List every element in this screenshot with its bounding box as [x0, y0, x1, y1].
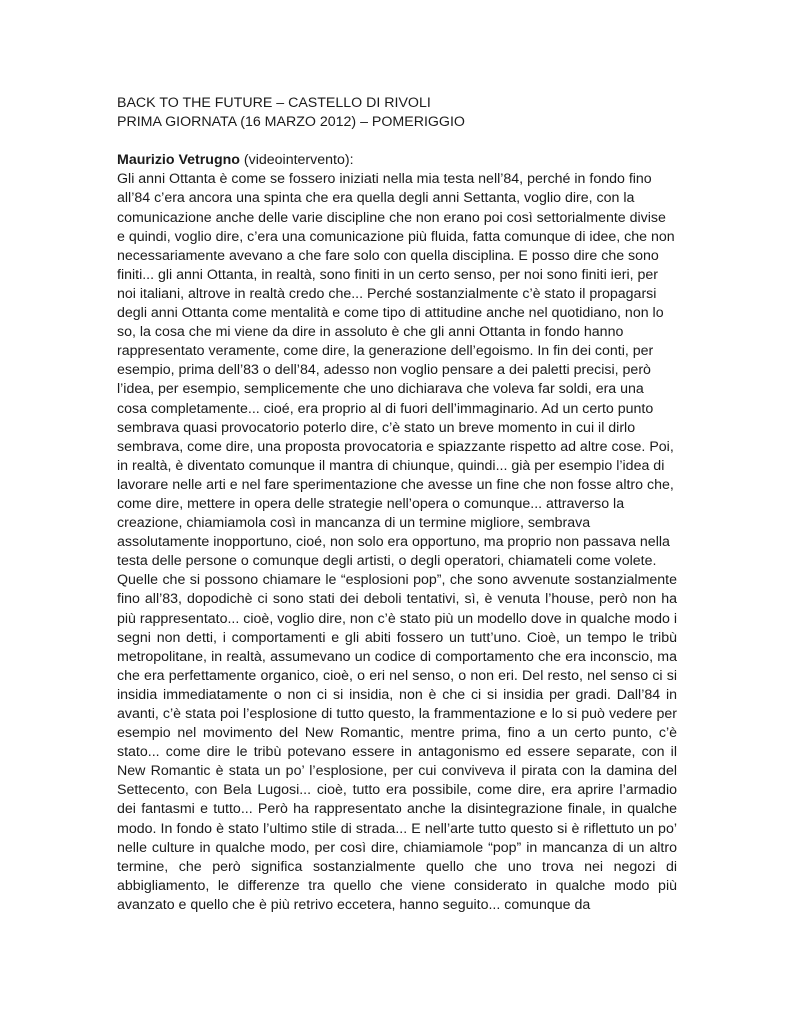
paragraph-2: Quelle che si possono chiamare le “esplosioni pop”, che sono avvenute sostanzialmente fino all’83, dopodichè ci sono stati dei deboli tentativi, sì, è venuta l’house, però non ha più rappresentato... cioè, voglio dire, non c’è stato più un modello dove in qualche modo i segni non detti, i comportamenti e gli abiti fossero un tutt’uno. Cioè, un tempo le tribù metropolitane, in realtà, assumevano un codice di comportamento che era inconscio, ma che era perfettamente organico, cioè, o eri nel senso, o non eri. Del resto, nel senso ci si insidia immediatamente o non ci si insidia, non è che ci si insidia per gradi. Dall’84 in avanti, c’è stata poi l’esplosione di tutto questo, la frammentazione e lo si può vedere per esempio nel movimento del New Romantic, mentre prima, fino a un certo punto, c’è stato... come dire le tribù potevano essere in antagonismo ed essere separate, con il New Romantic è stata un po’ l’esplosione, per cui conviveva il pirata con la damina del Settecento, con Bela Lugosi... cioè, tutto era possibile, come dire, era aprire l’armadio dei fantasmi e tutto... Però ha rappresentato anche la disintegrazione finale, in qualche modo. In fondo è stato l’ultimo stile di strada... E nell’arte tutto questo si è riflettuto un po’ nelle culture in qualche modo, per così dire, chiamiamole “pop” in mancanza di un altro termine, che però significa sostanzialmente quello che uno trova nei negozi di abbigliamento, le differenze tra quello che viene considerato in qualche modo più avanzato e quello che è più retrivo eccetera, hanno seguito... comunque da	[117, 572, 677, 913]
speaker-name: Maurizio Vetrugno	[117, 152, 240, 169]
speaker-note: (videointervento):	[239, 152, 354, 169]
event-title: BACK TO THE FUTURE – CASTELLO DI RIVOLI	[117, 95, 431, 111]
document-page	[117, 94, 677, 915]
speaker-line	[117, 151, 677, 170]
session-subtitle: PRIMA GIORNATA (16 MARZO 2012) – POMERIGGIO	[117, 114, 465, 131]
spacer	[117, 132, 677, 151]
paragraph-1: Gli anni Ottanta è come se fossero iniziati nella mia testa nell’84, perché in fondo fino all’84 c’era ancora una spinta che era quella degli anni Settanta, voglio dire, con la comunicazione anche delle varie discipline che non erano poi così settorialmente divise e quindi, voglio dire, c’era una comunicazione più fluida, fatta comunque di idee, che non necessariamente avevano a che fare solo con quella disciplina. E posso dire che sono finiti... gli anni Ottanta, in realtà, sono finiti in un certo senso, per noi sono finiti ieri, per noi italiani, altrove in realtà credo che... Perché sostanzialmente c’è stato il propagarsi degli anni Ottanta come mentalità e come tipo di attitudine anche nel quotidiano, non lo so, la cosa che mi viene da dire in assoluto è che gli anni Ottanta in fondo hanno rappresentato veramente, come dire, la generazione dell’egoismo. In fin dei conti, per esempio, prima dell’83 o dell’84, adesso non voglio pensare a dei paletti precisi, però l’idea, per esempio, semplicemente che uno dichiarava che voleva far soldi, era una cosa completamente... cioé, era proprio al di fuori dell’immaginario. Ad un certo punto sembrava quasi provocatorio poterlo dire, c’è stato un breve momento in cui il dirlo sembrava, come dire, una proposta provocatoria e spiazzante rispetto ad altre cose. Poi, in realtà, è diventato comunque il mantra di chiunque, quindi... già per esempio l’idea di lavorare nelle arti e nel fare sperimentazione che avesse un fine che non fosse altro che, come dire, mettere in opera delle strategie nell’opera o comunque... attraverso la creazione, chiamiamola così in mancanza di un termine migliore, sembrava assolutamente inopportuno, cioé, non solo era opportuno, ma proprio non passava nella testa delle persone o comunque degli artisti, o degli operatori, chiamateli come volete.	[117, 171, 675, 570]
